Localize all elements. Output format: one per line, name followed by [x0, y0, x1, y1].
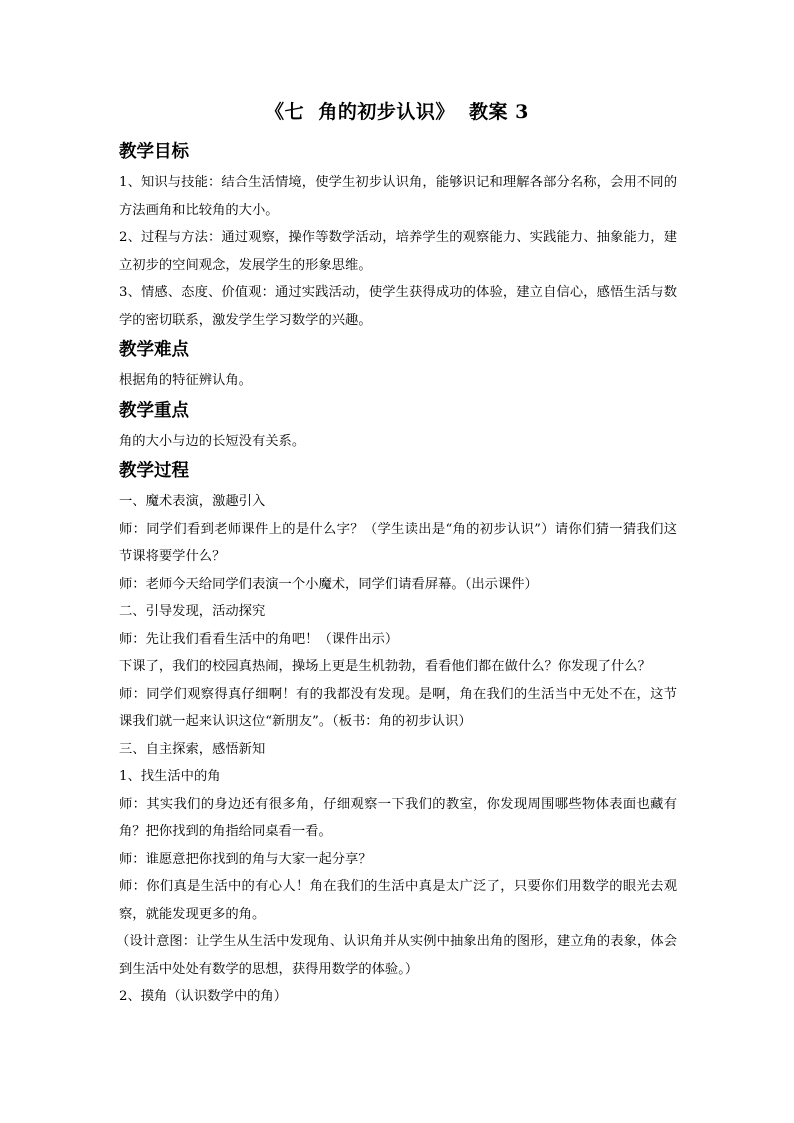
- document-body: [116, 136, 677, 1011]
- section-heading-difficulty: 教学难点: [119, 340, 189, 360]
- paragraph: 角的大小与边的长短没有关系。: [119, 433, 306, 449]
- section-teaching-focus: [119, 395, 677, 456]
- paragraph: 师：同学们看到老师课件上的是什么字？（学生读出是“角的初步认识”）请你们猜一猜我们这节课将要学什么？: [119, 521, 677, 564]
- paragraph: 师：先让我们看看生活中的角吧！（课件出示）: [119, 631, 399, 647]
- paragraph: 3、情感、态度、价值观：通过实践活动，使学生获得成功的体验，建立自信心，感悟生活与数学的密切联系，激发学生学习数学的兴趣。: [119, 285, 677, 328]
- paragraph: 1、知识与技能：结合生活情境，使学生初步认识角，能够识记和理解各部分名称，会用不同的方法画角和比较角的大小。: [119, 175, 677, 218]
- paragraph: 师：其实我们的身边还有很多角，仔细观察一下我们的教室，你发现周围哪些物体表面也藏有角？把你找到的角指给同桌看一看。: [119, 796, 677, 839]
- paragraph: 师：老师今天给同学们表演一个小魔术，同学们请看屏幕。（出示课件）: [119, 576, 538, 592]
- paragraph: （设计意图：让学生从生活中发现角、认识角并从实例中抽象出角的图形，建立角的表象，体会到生活中处处有数学的思想，获得用数学的体验。）: [116, 934, 677, 977]
- document-title: 《七 角的初步认识》 教案 3: [265, 101, 529, 123]
- paragraph: 1、找生活中的角: [119, 769, 221, 784]
- section-teaching-process: [116, 455, 677, 1011]
- paragraph: 二、引导发现，活动探究: [119, 604, 266, 619]
- paragraph: 2、过程与方法：通过观察，操作等数学活动，培养学生的观察能力、实践能力、抽象能力，建立初步的空间观念，发展学生的形象思维。: [119, 230, 677, 273]
- section-teaching-difficulty: [119, 334, 677, 395]
- paragraph: 根据角的特征辨认角。: [119, 373, 252, 388]
- paragraph: 师：谁愿意把你找到的角与大家一起分享？: [119, 851, 372, 867]
- paragraph: 三、自主探索，感悟新知: [119, 741, 266, 757]
- section-heading-process: 教学过程: [119, 461, 189, 481]
- section-teaching-objectives: [119, 136, 677, 334]
- paragraph: 一、魔术表演，激趣引入: [119, 494, 266, 509]
- section-heading-objectives: 教学目标: [119, 142, 189, 162]
- paragraph: 2、摸角（认识数学中的角）: [119, 989, 288, 1004]
- paragraph: 师：同学们观察得真仔细啊！有的我都没有发现。是啊，角在我们的生活当中无处不在，这节课我们就一起来认识这位“新朋友”。（板书：角的初步认识）: [119, 686, 677, 729]
- paragraph: 师：你们真是生活中的有心人！角在我们的生活中真是太广泛了，只要你们用数学的眼光去观察，就能发现更多的角。: [119, 879, 677, 922]
- section-heading-focus: 教学重点: [119, 400, 189, 421]
- paragraph: 下课了，我们的校园真热闹，操场上更是生机勃勃，看看他们都在做什么？你发现了什么？: [119, 659, 651, 674]
